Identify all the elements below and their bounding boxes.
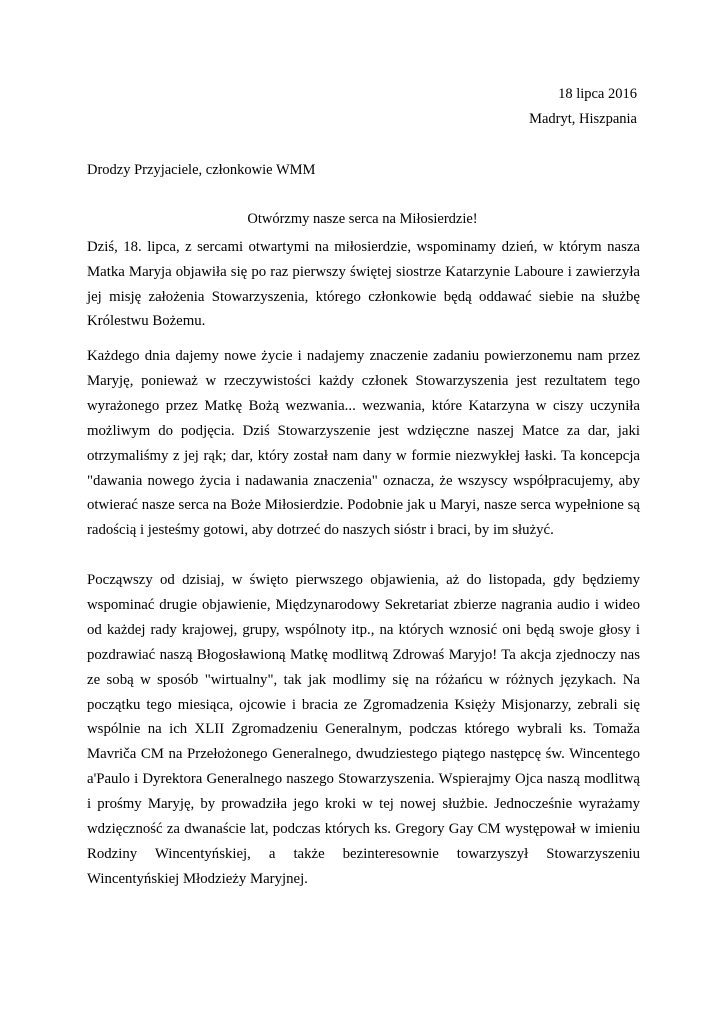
letter-place: Madryt, Hiszpania	[529, 111, 637, 127]
letter-greeting: Drodzy Przyjaciele, członkowie WMM	[87, 162, 316, 178]
letter-heading: Otwórzmy nasze serca na Miłosierdzie!	[247, 211, 478, 227]
body-paragraph: Dziś, 18. lipca, z sercami otwartymi na miłosierdzie, wspominamy dzień, w którym nasza Matka Maryja objawiła się po raz pierwszy świętej siostrze Katarzynie Laboure i zawierzyła jej misję założenia Stowarzyszenia, którego członkowie będą oddawać siebie na służbę Królestwu Bożemu.	[87, 239, 640, 330]
body-paragraph: Każdego dnia dajemy nowe życie i nadajemy znaczenie zadaniu powierzonemu nam przez Maryję, ponieważ w rzeczywistości każdy członek Stowarzyszenia jest rezultatem tego wyrażonego przez Matkę Bożą wezwania... wezwania, które Katarzyna w ciszy uczyniła możliwym do podjęcia. Dziś Stowarzyszenie jest wdzięczne naszej Matce za dar, jaki otrzymaliśmy z jej rąk; dar, który został nam dany w formie niezwykłej łaski. Ta koncepcja "dawania nowego życia i nadawania znaczenia" oznacza, że wszyscy współpracujemy, aby otwierać nasze serca na Boże Miłosierdzie. Podobnie jak u Maryi, nasze serca wypełnione są radością i jesteśmy gotowi, aby dotrzeć do naszych sióstr i braci, by im służyć.	[87, 348, 640, 539]
letter-date: 18 lipca 2016	[558, 86, 637, 102]
body-paragraph: Począwszy od dzisiaj, w święto pierwszego objawienia, aż do listopada, gdy będziemy wspominać drugie objawienie, Międzynarodowy Sekretariat zbierze nagrania audio i wideo od każdej rady krajowej, grupy, wspólnoty itp., na których wznosić oni będą swoje głosy i pozdrawiać naszą Błogosławioną Matkę modlitwą Zdrowaś Maryjo! Ta akcja zjednoczy nas ze sobą w sposób "wirtualny", tak jak modlimy się na różańcu w różnych językach. Na początku tego miesiąca, ojcowie i bracia ze Zgromadzenia Księży Misjonarzy, zebrali się wspólnie na ich XLII Zgromadzeniu Generalnym, podczas którego wybrali ks. Tomaža Mavriča CM na Przełożonego Generalnego, dwudziestego piątego następcę św. Wincentego a'Paulo i Dyrektora Generalnego naszego Stowarzyszenia. Wspierajmy Ojca naszą modlitwą i prośmy Maryję, by prowadziła jego kroki w tej nowej służbie. Jednocześnie wyrażamy wdzięczność za dwanaście lat, podczas których ks. Gregory Gay CM występował w imieniu Rodziny Wincentyńskiej, a także bezinteresownie towarzyszył Stowarzyszeniu Wincentyńskiej Młodzieży Maryjnej.	[87, 572, 640, 887]
